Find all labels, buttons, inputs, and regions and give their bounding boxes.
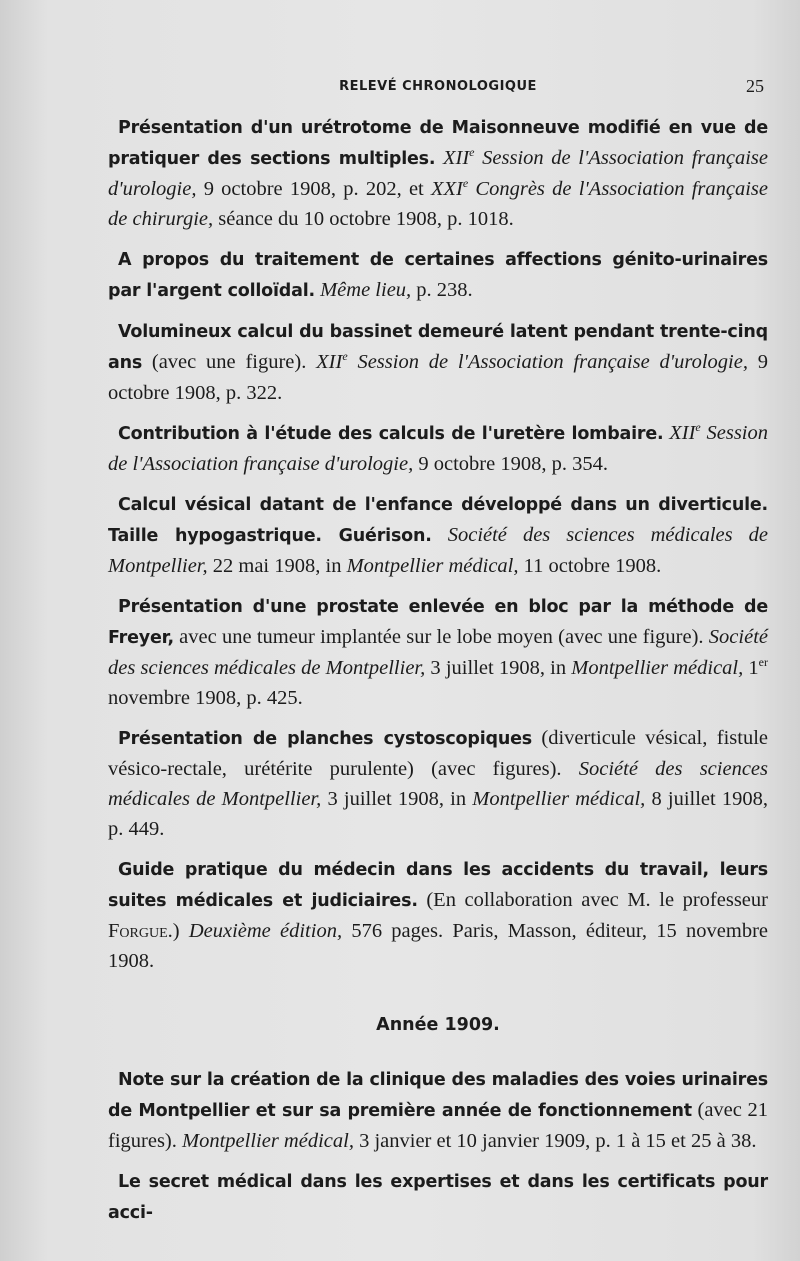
bibliography-entry [108,854,768,976]
entry-details: 3 janvier et 10 janvier 1909, p. 1 à 15 et 25 à 38. [353,1130,757,1152]
entry-title: Guide pratique du médecin dans les accidents du travail, leurs suites médicales et judiciaires. [108,860,768,911]
entry-source: XXIe Congrès de l'Association française de chirurgie, [108,176,768,230]
entry-title: Présentation d'un urétrotome de Maisonneuve modifié en vue de pratiquer des sections multiples. [108,118,768,169]
entry-details: p. 238. [411,279,473,301]
entry-title: Contribution à l'étude des calculs de l'uretère lombaire. [118,424,664,444]
entry-title: Présentation d'une prostate enlevée en bloc par la méthode de Freyer, [108,597,768,648]
bibliography-entry [108,1166,768,1228]
entry-note: (avec 21 figures). [108,1099,768,1152]
entry-source: Même lieu, [314,279,412,301]
bibliography-entry [108,316,768,408]
entry-source: Deuxième édition, [188,920,343,942]
entry-details: 9 octobre 1908, p. 322. [108,351,769,404]
year-heading: Année 1909. [376,1015,500,1035]
entry-title: Présentation de planches cystoscopiques [118,729,532,749]
entry-details: 3 juillet 1908, in [321,788,473,810]
entry-source: Société des sciences médicales de Montpellier, [108,626,768,679]
entry-source: Montpellier médical, [182,1130,354,1152]
entry-details: 1er novembre 1908, p. 425. [108,655,768,709]
entry-source: Société des sciences médicales de Montpellier, [108,758,768,810]
bibliography-entry [108,418,768,479]
entry-title: Note sur la création de la clinique des maladies des voies urinaires de Montpellier et sur sa première année de fonctionnement [108,1070,768,1121]
bibliography-entry [108,723,768,844]
bibliography-entry [108,1064,768,1156]
entry-title: A propos du traitement de certaines affections génito-urinaires par l'argent colloïdal. [108,250,768,301]
entry-title: Le secret médical dans les expertises et dans les certificats pour acci- [108,1172,768,1223]
page-body [108,112,768,1238]
entry-details: 22 mai 1908, in [207,555,347,577]
entry-source: XIIe Session de l'Association française d'urologie, [316,349,748,373]
entry-details: 8 juillet 1908, p. 449. [108,788,768,840]
entry-source: Montpellier médical, [571,657,744,679]
entry-note: (diverticule vésical, fistule vésico-rectale, urétérite purulente) (avec figures). [108,727,768,780]
entry-details: 576 pages. Paris, Masson, éditeur, 15 novembre 1908. [108,920,769,972]
entry-details: séance du 10 octobre 1908, p. 1018. [213,208,514,230]
entry-author: Forgue [108,920,168,942]
entry-note: .) [167,920,189,942]
running-title: RELEVÉ CHRONOLOGIQUE [339,79,537,94]
entry-source: Société des sciences médicales de Montpellier, [108,524,768,577]
entry-source: XIIe Session de l'Association française d'urologie, [108,145,768,200]
entry-details: 3 juillet 1908, in [425,657,572,679]
page-number: 25 [746,76,764,96]
entry-note: avec une tumeur implantée sur le lobe moyen (avec une figure). [173,626,709,648]
bibliography-entry [108,244,768,306]
bibliography-entry [108,489,768,581]
entry-details: 9 octobre 1908, p. 202, et [196,178,431,200]
entry-note: (En collaboration avec M. le professeur [417,889,768,911]
entry-details: 9 octobre 1908, p. 354. [413,453,608,475]
entry-note: (avec une figure). [142,351,317,373]
entry-title: Calcul vésical datant de l'enfance développé dans un diverticule. Taille hypogastrique. Guérison. [108,495,768,546]
bibliography-entry [108,591,768,713]
entry-source: Montpellier médical, [346,555,519,577]
entry-source: XIIe Session de l'Association française d'urologie, [108,420,769,475]
running-head [112,76,764,98]
entry-details: 11 octobre 1908. [518,555,662,577]
bibliography-entry [108,112,768,234]
entry-title: Volumineux calcul du bassinet demeuré latent pendant trente-cinq ans [108,322,768,373]
entry-source: Montpellier médical, [472,788,646,810]
